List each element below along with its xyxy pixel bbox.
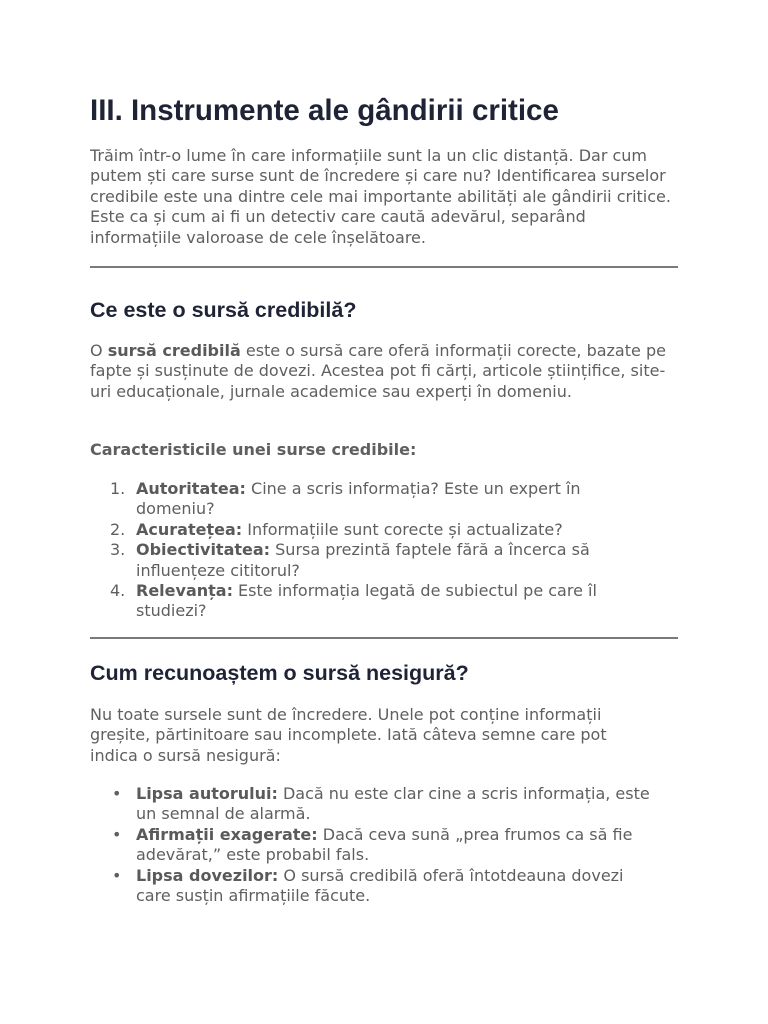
list-item [90,866,650,907]
paragraph-prefix: O [90,341,108,360]
warning-signs-list [90,784,650,906]
list-item-text: Cine a scris informația? Este un expert în domeniu? [136,479,581,519]
list-number: 4. [110,581,126,601]
list-item-term: Lipsa dovezilor: [136,865,279,885]
page-title: III. Instrumente ale gândirii critice [90,94,559,127]
characteristics-list [90,479,650,622]
list-item-text: Informațiile sunt corecte și actualizate? [242,519,563,539]
section-heading-credible-source: Ce este o sursă credibilă? [90,298,357,322]
list-number: 2. [110,519,126,539]
bullet-icon: • [112,865,122,885]
list-item-term: Afirmații exagerate: [136,824,318,844]
bullet-icon: • [112,784,122,803]
unreliable-source-paragraph: Nu toate sursele sunt de încredere. Unele pot conține informații greșite, părtinitoare sau incomplete. Iată câteva semne care pot indica o sursă nesigură: [90,705,607,765]
list-item-term: Relevanța: [136,581,233,601]
list-number: 1. [110,479,126,498]
bullet-icon: • [112,824,122,844]
list-item [90,581,650,622]
list-item-term: Obiectivitatea: [136,540,271,560]
list-number: 3. [110,540,126,560]
list-item-text: Sursa prezintă faptele fără a încerca să influențeze cititorul? [136,540,590,580]
list-item-text: Este informația legată de subiectul pe care îl studiezi? [136,581,597,621]
section-divider [90,637,678,639]
credible-source-paragraph [90,341,686,402]
section-divider [90,266,678,268]
list-item-text: O sursă credibilă oferă întotdeauna dovezi care susțin afirmațiile făcute. [136,865,624,906]
list-item [90,520,650,540]
list-item-text: Dacă nu este clar cine a scris informația, este un semnal de alarmă. [136,784,650,824]
list-item-term: Acuratețea: [136,519,243,539]
paragraph-text: este o sursă care oferă informații corecte, bazate pe fapte și susținute de dovezi. Acestea pot fi cărți, articole științifice, site-uri educaționale, jurnale academice sau experți în domeniu. [90,341,666,401]
characteristics-label: Caracteristicile unei surse credibile: [90,440,417,459]
list-item [90,479,650,520]
bold-term: sursă credibilă [107,341,241,360]
list-item-term: Lipsa autorului: [136,784,278,803]
list-item [90,825,650,866]
list-item-term: Autoritatea: [136,479,246,498]
list-item [90,540,650,581]
intro-paragraph: Trăim într-o lume în care informațiile sunt la un clic distanță. Dar cum putem ști care surse sunt de încredere și care nu? Identificarea surselor credibile este una dintre cele mai importante abilități ale gândirii critice. Este ca și cum ai fi un detectiv care caută adevărul, separând informațiile valoroase de cele înșelătoare. [90,146,671,247]
list-item-text: Dacă ceva sună „prea frumos ca să fie adevărat,” este probabil fals. [136,824,633,865]
list-item [90,784,650,825]
section-heading-unreliable-source: Cum recunoaștem o sursă nesigură? [90,661,469,685]
